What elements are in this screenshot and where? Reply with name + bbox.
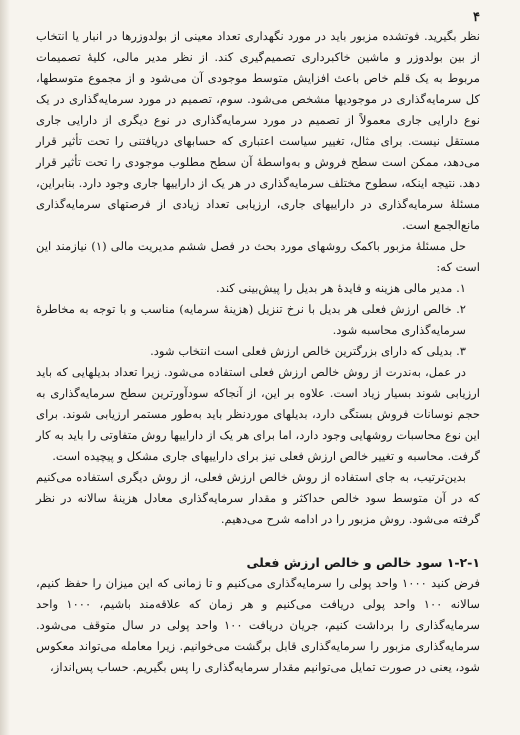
list-item-3: ۳. بدیلی که دارای بزرگترین خالص ارزش فعلی است انتخاب شود. (150, 344, 466, 358)
alternative-paragraph: بدین‌ترتیب، به جای استفاده از روش خالص ارزش فعلی، از روش دیگری استفاده می‌کنیم که در آن متوسط سود خالص حداکثر و مقدار سرمایه‌گذاری معادل هزینهٔ سالانه در نظر گرفته می‌شود. روش مزبور را در ادامه شرح می‌دهیم. (36, 470, 480, 526)
list-item-1: ۱. مدیر مالی هزینه و فایدهٔ هر بدیل را پیش‌بینی کند. (216, 281, 466, 295)
section-heading: ۱-۲-۱ سود خالص و خالص ارزش فعلی (246, 555, 480, 570)
page-number: ۴ (473, 10, 480, 25)
list-item-2: ۲. خالص ارزش فعلی هر بدیل با نرخ تنزیل (هزینهٔ سرمایه) مناسب و با توجه به مخاطرهٔ سرمایه‌گذاری محاسبه شود. (36, 302, 466, 337)
solution-paragraph: حل مسئلهٔ مزبور باکمک روشهای مورد بحث در فصل ششم مدیریت مالی (۱) نیازمند این است که: (36, 239, 480, 274)
section-paragraph: فرض کنید ۱۰۰۰ واحد پولی را سرمایه‌گذاری می‌کنیم و تا زمانی که این میزان را حفظ کنیم، سالانه ۱۰۰ واحد پولی دریافت می‌کنیم و هر زمان که علاقه‌مند باشیم، ۱۰۰۰ واحد سرمایه‌گذاری را برداشت کنیم، جریان دریافت ۱۰۰ واحد پولی در سال متوقف می‌شود. سرمایه‌گذاری مزبور را سرمایه‌گذاری قابل برگشت می‌خوانیم. زیرا معامله می‌تواند معکوس شود، یعنی در صورت تمایل می‌توانیم مقدار سرمایه‌گذاری را پس بگیریم. حساب پس‌انداز، (36, 576, 480, 674)
page-content (36, 26, 480, 678)
intro-paragraph: نظر بگیرید. فوتشده مزبور باید در مورد نگهداری تعداد معینی از بولدوزرها در انبار یا انتخاب از بین بولدوزر و ماشین خاکبرداری تصمیم‌گیری کند. از نظر مدیر مالی، کلیهٔ تصمیمات مربوط به یک قلم خاص باعث افزایش متوسط موجودی آن می‌شود و از مجموع متوسطها، کل سرمایه‌گذاری در موجودیها مشخص می‌شود. سوم، تصمیم در مورد سرمایه‌گذاری در یک نوع دارایی جاری معمولاً از تصمیم در مورد سرمایه‌گذاری در نوع دیگری از دارایی جاری مستقل نیست. برای مثال، تغییر سیاست اعتباری که حسابهای دریافتنی را تحت تأثیر قرار می‌دهد، ممکن است سطح فروش و به‌واسطهٔ آن سطح مطلوب موجودی را تحت تأثیر قرار دهد. نتیجه اینکه، سطوح مختلف سرمایه‌گذاری در هر یک از داراییها جاری وجود دارد. بنابراین، مسئلهٔ سرمایه‌گذاری در داراییهای جاری، ارزیابی تعداد زیادی از فرصتهای سرمایه‌گذاری مانع‌الجمع است. (36, 29, 480, 232)
page-binding-shadow (0, 0, 10, 735)
practice-paragraph: در عمل، به‌ندرت از روش خالص ارزش فعلی استفاده می‌شود. زیرا تعداد بدیلهایی که باید ارزیابی شوند بسیار زیاد است. علاوه بر این، از آنجاکه سودآورترین سطح سرمایه‌گذاری به حجم نوسانات فروش بستگی دارد، بدیلهای موردنظر باید به‌طور مستمر ارزیابی شوند. برای این نوع محاسبات روشهایی وجود دارد، اما برای هر یک از داراییها روش متفاوتی را باید به کار گرفت. محاسبه و تغییر خالص ارزش فعلی نیز برای داراییهای جاری مشکل و پیچیده است. (36, 365, 480, 463)
